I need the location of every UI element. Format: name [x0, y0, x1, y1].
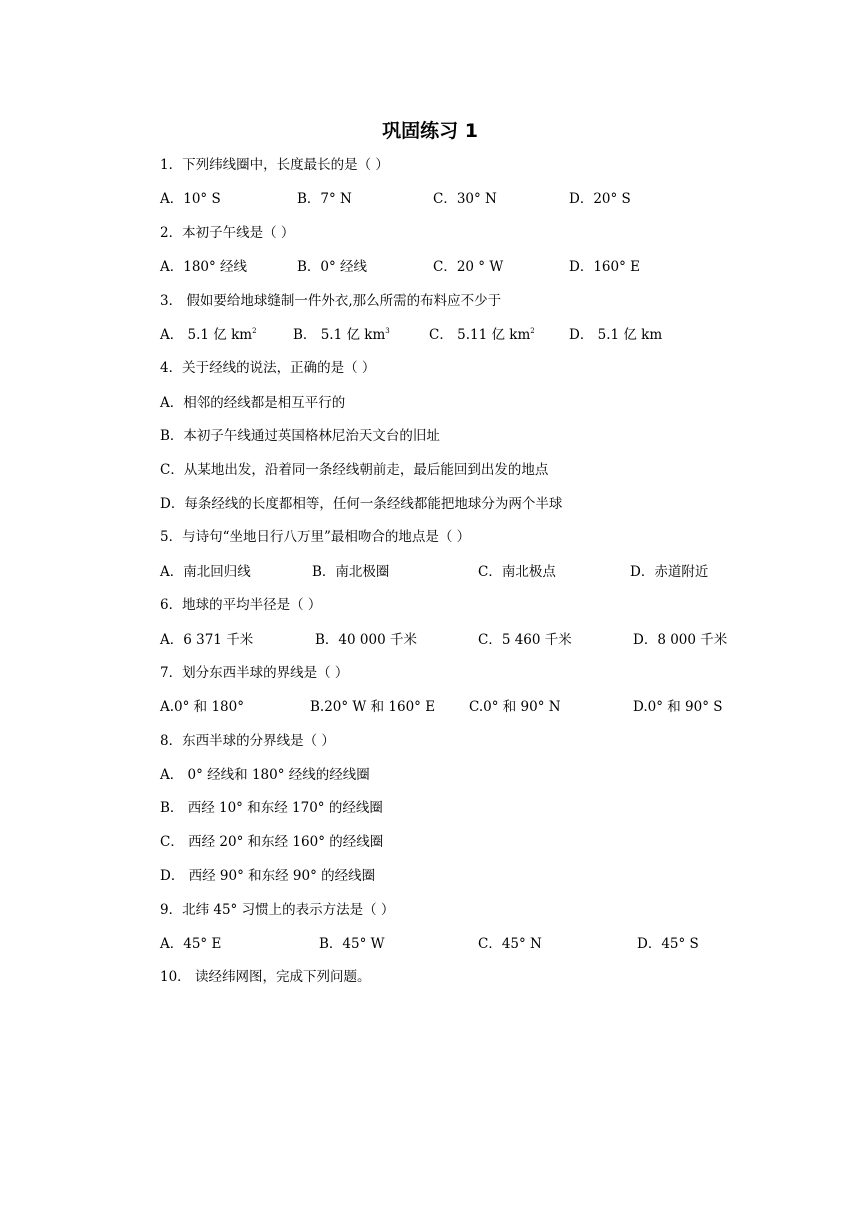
question-3-options: [160, 325, 760, 345]
option-d: D．45° S: [637, 936, 699, 952]
option-c: C．45° N: [478, 936, 542, 952]
option-a: A．45° E: [160, 936, 222, 952]
question-8-option-b: B． 西经 10° 和东经 170° 的经线圈: [160, 800, 383, 816]
option-d: D．20° S: [569, 191, 631, 207]
option-b: B.20° W 和 160° E: [310, 699, 436, 715]
option-b: B．45° W: [319, 936, 385, 952]
option-c: C.0° 和 90° N: [469, 699, 561, 715]
page-title: 巩固练习 1: [382, 120, 478, 142]
question-9-stem: 9．北纬 45° 习惯上的表示方法是（ ）: [160, 902, 395, 918]
question-8-option-c: C． 西经 20° 和东经 160° 的经线圈: [160, 834, 384, 850]
option-c: C．30° N: [433, 191, 497, 207]
option-a: A．南北回归线: [160, 564, 251, 580]
question-8-option-a: A． 0° 经线和 180° 经线的经线圈: [160, 767, 370, 783]
option-d: D．赤道附近: [630, 564, 709, 580]
question-2-stem: 2．本初子午线是（ ）: [160, 225, 295, 241]
question-10-stem: 10． 读经纬网图，完成下列问题。: [160, 969, 371, 985]
question-9-options: [160, 934, 760, 954]
question-5-options: [160, 562, 760, 582]
question-4-option-c: C．从某地出发，沿着同一条经线朝前走，最后能回到出发的地点: [160, 462, 549, 478]
option-b: B．40 000 千米: [315, 632, 417, 648]
option-c: C．20 ° W: [433, 259, 504, 275]
option-a: A． 5.1 亿 $km^2$: [160, 327, 257, 343]
option-b: B．南北极圈: [312, 564, 390, 580]
option-b: B． 5.1 亿 $km^3$: [293, 327, 390, 343]
question-6-options: [160, 630, 760, 650]
option-c: C．南北极点: [478, 564, 556, 580]
question-4-option-a: A．相邻的经线都是相互平行的: [160, 395, 346, 411]
option-a: A．180° 经线: [160, 259, 248, 275]
option-a: A.0° 和 180°: [160, 699, 244, 715]
option-d: D．160° E: [569, 259, 640, 275]
question-7-options: [160, 697, 760, 717]
question-1-options: [160, 189, 760, 209]
question-7-stem: 7．划分东西半球的界线是（ ）: [160, 665, 349, 681]
question-5-stem: 5．与诗句“坐地日行八万里”最相吻合的地点是（ ）: [160, 529, 471, 545]
option-b: B．0° 经线: [297, 259, 368, 275]
question-4-option-b: B．本初子午线通过英国格林尼治天文台的旧址: [160, 428, 440, 444]
question-2-options: [160, 257, 760, 277]
option-b: B．7° N: [297, 191, 352, 207]
question-4-option-d: D．每条经线的长度都相等，任何一条经线都能把地球分为两个半球: [160, 496, 563, 512]
question-1-stem: 1．下列纬线圈中，长度最长的是（ ）: [160, 157, 389, 173]
question-6-stem: 6．地球的平均半径是（ ）: [160, 597, 322, 613]
question-8-stem: 8．东西半球的分界线是（ ）: [160, 733, 335, 749]
question-3-stem: 3． 假如要给地球缝制一件外衣,那么所需的布料应不少于: [160, 293, 502, 309]
question-8-option-d: D． 西经 90° 和东经 90° 的经线圈: [160, 868, 376, 884]
option-d: D.0° 和 90° S: [633, 699, 723, 715]
option-c: C．5 460 千米: [478, 632, 572, 648]
option-d: D．8 000 千米: [633, 632, 728, 648]
option-a: A．10° S: [160, 191, 221, 207]
question-4-stem: 4．关于经线的说法，正确的是（ ）: [160, 360, 376, 376]
option-a: A．6 371 千米: [160, 632, 254, 648]
option-c: C． 5.11 亿 $km^2$: [429, 327, 535, 343]
option-d: D． 5.1 亿 km: [569, 327, 663, 343]
